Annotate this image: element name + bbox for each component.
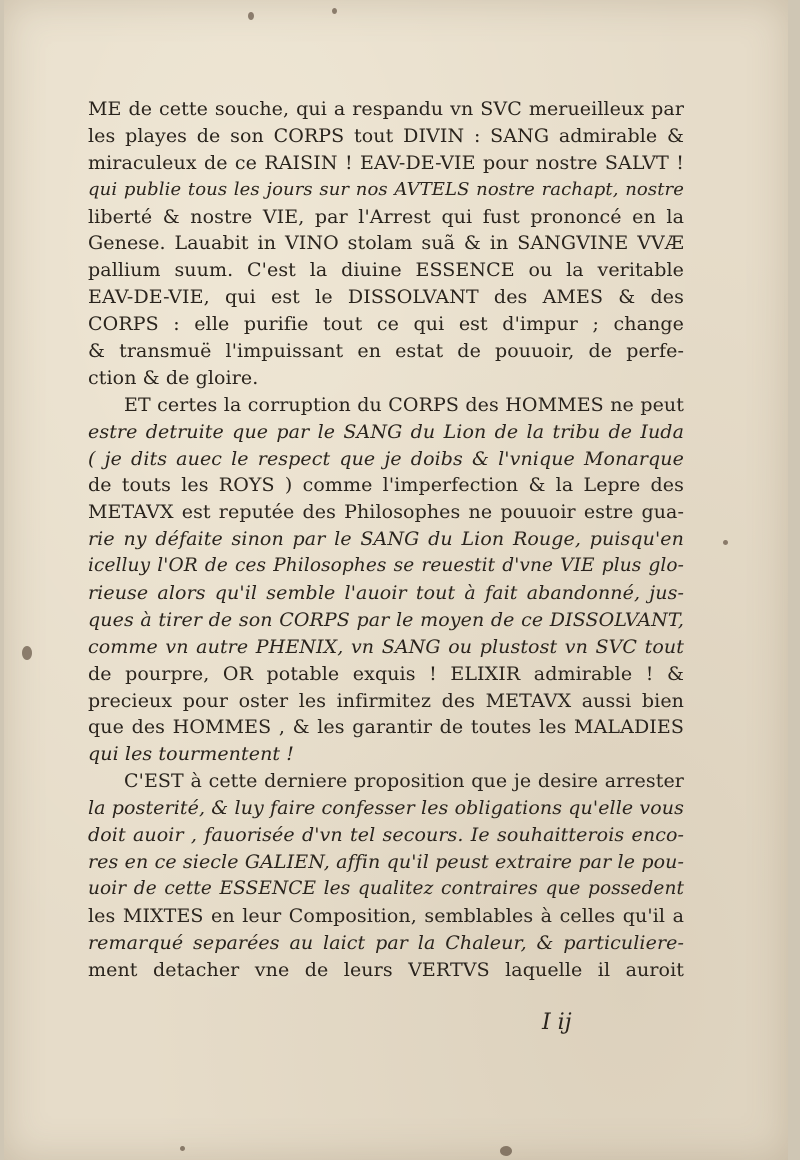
ink-spot — [22, 646, 32, 660]
text-line: la posterité, & luy faire confesser les obligations qu'elle vous — [88, 797, 684, 820]
text-line: METAVX est reputée des Philosophes ne pouuoir estre gua- — [88, 501, 684, 524]
text-line: de touts les ROYS ) comme l'imperfection & la Lepre des — [88, 474, 684, 497]
ink-spot — [180, 1146, 185, 1151]
text-line: estre detruite que par le SANG du Lion de la tribu de Iuda — [88, 420, 684, 443]
ink-spot — [723, 540, 728, 545]
text-line: les playes de son CORPS tout DIVIN : SANG admirable & — [88, 124, 684, 147]
text-line: rieuse alors qu'il semble l'auoir tout à fait abandonné, jus- — [88, 582, 684, 605]
text-line: rie ny défaite sinon par le SANG du Lion Rouge, puisqu'en — [88, 528, 684, 551]
text-line: C'EST à cette derniere proposition que je desire arrester — [124, 770, 684, 793]
signature-mark: I ij — [542, 1010, 572, 1035]
text-line: les MIXTES en leur Composition, semblables à celles qu'il a — [88, 904, 684, 927]
text-line: icelluy l'OR de ces Philosophes se reuestit d'vne VIE plus glo- — [88, 555, 684, 577]
text-line: ME de cette souche, qui a respandu vn SVC merueilleux par — [88, 98, 684, 120]
text-line: miraculeux de ce RAISIN ! EAV-DE-VIE pour nostre SALVT ! — [88, 151, 684, 174]
text-line: remarqué separées au laict par la Chaleur, & particuliere- — [88, 931, 684, 954]
book-page — [4, 0, 788, 1160]
text-line: ( je dits auec le respect que je doibs & l'vnique Monarque — [88, 447, 684, 470]
text-line: ction & de gloire. — [88, 366, 259, 389]
text-line: res en ce siecle GALIEN, affin qu'il peust extraire par le pou- — [88, 850, 684, 873]
text-line: precieux pour oster les infirmitez des METAVX aussi bien — [88, 689, 684, 712]
text-line: ment detacher vne de leurs VERTVS laquelle il auroit — [88, 958, 684, 981]
text-line: liberté & nostre VIE, par l'Arrest qui fust prononcé en la — [88, 205, 684, 228]
ink-spot — [332, 8, 337, 14]
text-line: de pourpre, OR potable exquis ! ELIXIR admirable ! & — [88, 662, 684, 685]
text-line: CORPS : elle purifie tout ce qui est d'impur ; change — [88, 313, 684, 336]
text-line: qui les tourmentent ! — [88, 743, 295, 766]
text-line: ques à tirer de son CORPS par le moyen de ce DISSOLVANT, — [88, 608, 684, 631]
text-line: comme vn autre PHENIX, vn SANG ou plustost vn SVC tout — [88, 635, 684, 658]
ink-spot — [248, 12, 254, 20]
text-line: EAV-DE-VIE, qui est le DISSOLVANT des AMES & des — [88, 286, 684, 309]
ink-spot — [500, 1146, 512, 1156]
text-line: pallium suum. C'est la diuine ESSENCE ou la veritable — [88, 259, 684, 282]
text-line: doit auoir , fauorisée d'vn tel secours. Ie souhaitterois enco- — [88, 824, 684, 847]
page-text — [88, 96, 684, 983]
text-line: uoir de cette ESSENCE les qualitez contraires que possedent — [88, 877, 684, 899]
text-line: ET certes la corruption du CORPS des HOMMES ne peut — [124, 393, 684, 416]
text-line: & transmuë l'impuissant en estat de pouuoir, de perfe- — [88, 340, 684, 363]
text-line: Genese. Lauabit in VINO stolam suã & in SANGVINE VVÆ — [88, 232, 684, 255]
text-line: que des HOMMES , & les garantir de toutes les MALADIES — [88, 716, 684, 739]
text-line: qui publie tous les jours sur nos AVTELS nostre rachapt, nostre — [88, 178, 684, 200]
